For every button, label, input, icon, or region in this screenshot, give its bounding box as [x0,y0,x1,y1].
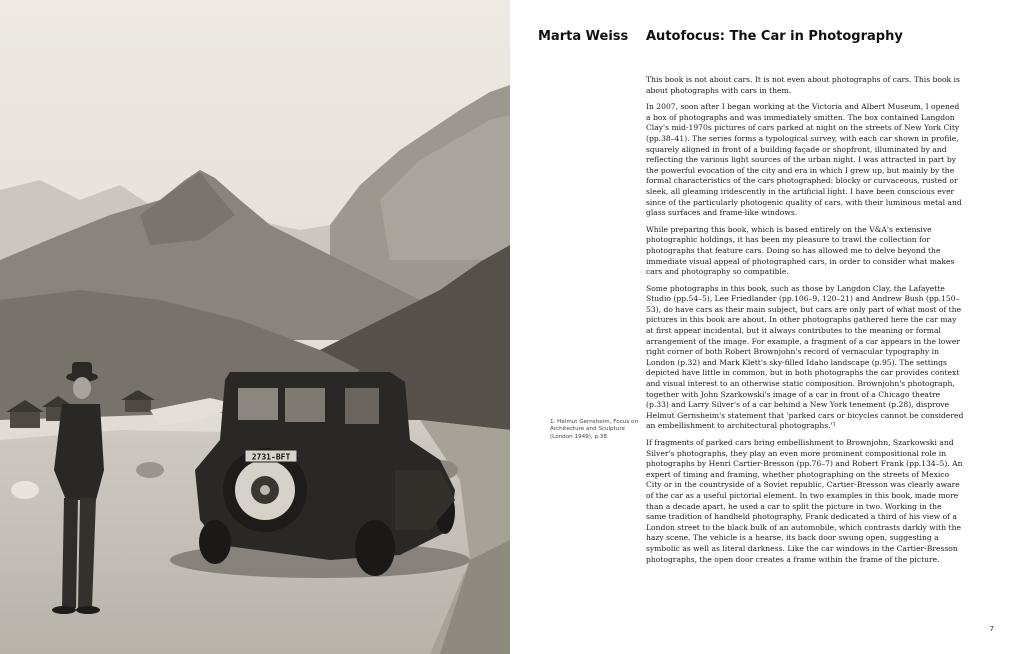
page-number: 7 [989,625,994,633]
paragraph: While preparing this book, which is based entirely on the V&A's extensive photographic holdings, it has been my pleasure to trawl the collection for photographs that feature cars. Doing so has allowed me to delve beyond the immediate visual appeal of photographed cars, in order to consider what makes cars and photography so compatible. [646,224,955,277]
text-page [510,0,1020,654]
paragraph: If fragments of parked cars bring embellishment to Brownjohn, Szarkowski and Silver's photographs, they play an even more prominent compositional role in photographs by Henri Cartier-Bresson (pp.76–7) and Robert Frank (pp.134–5). An expert of timing and framing, whether photographing on the streets of Mexico City or in the countryside of a Soviet republic, Cartier-Bresson was clearly aware of the car as a useful pictorial element. In two examples in this book, made more than a decade apart, he used a car to split the picture in two. Working in the same tradition of handheld photography, Frank dedicated a third of his view of a London street to the black bulk of an automobile, which contrasts darkly with the hazy scene. The vehicle is a hearse, its back door swung open, suggesting a symbolic as well as literal darkness. Like the car windows in the Cartier-Bresson photographs, the open door creates a frame within the frame of the picture. [646,438,963,564]
author-name: Marta Weiss [538,29,629,44]
paragraph: Some photographs in this book, such as those by Langdon Clay, the Lafayette Studio (pp.54–5), Lee Friedlander (pp.106–9, 120–21) and Andrew Bush (pp.150–53), do have cars as their main subject, but cars are only part of what most of the pictures in this book are about. In other photographs gathered here the car may at first appear incidental, but it always contributes to the meaning or formal arrangement of the image. For example, a fragment of a car appears in the lower right corner of both Robert Brownjohn's record of vernacular typography in London (p.32) and Mark Klett's sky-filled Idaho landscape (p.95). The settings depicted have little in common, but in both photographs the car provides context and visual interest to an otherwise static composition. Brownjohn's photograph, together with John Szarkowski's image of a car in front of a Chicago theatre (p.33) and Larry Silver's of a car behind a New York tenement (p.28), disprove Helmut Gernsheim's statement that 'parked cars or bicycles cannot be considered an embellishment to architectural photographs.'¹ [646,283,964,431]
paragraph: This book is not about cars. It is not even about photographs of cars. This book is about photographs with cars in them. [646,75,960,95]
footnote: 1. Helmut Gernsheim, Focus on Architecture and Sculpture (London 1949), p.38. [550,419,638,440]
body-text [646,75,964,571]
license-plate-text: 2731-BFT [251,452,291,462]
chapter-title: Autofocus: The Car in Photography [646,29,903,44]
paragraph: In 2007, soon after I began working at the Victoria and Albert Museum, I opened a box of photographs and was immediately smitten. The box contained Langdon Clay's mid-1970s pictures of cars parked at night on the streets of New York City (pp.38–41). The series forms a typological survey, with each car shown in profile, squarely aligned in front of a building façade or shopfront, illuminated by and reflecting the various light sources of the urban night. I was attracted in part by the powerful evocation of the city and era in which I grew up, but mainly by the formal characteristics of the cars photographed: blocky or curvaceous, rusted or sleek, all gleaming iridescently in the artificial light. I have been conscious ever since of the particularly photogenic quality of cars, with their luminous metal and glass surfaces and frame-like windows. [646,102,962,218]
